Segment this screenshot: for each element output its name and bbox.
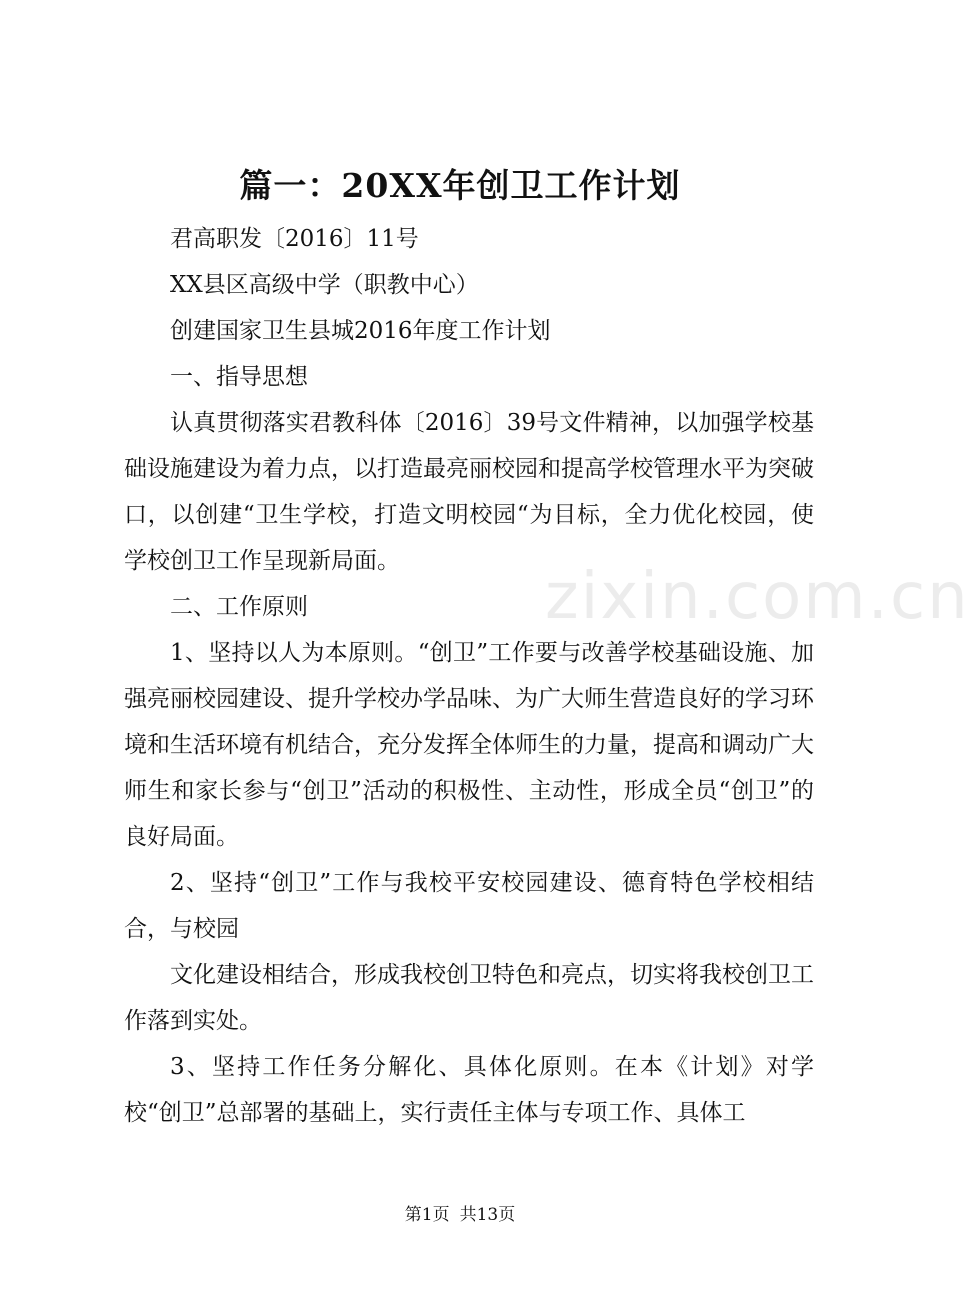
section-heading-principles: 二、工作原则 xyxy=(170,594,308,620)
paragraph-principle-3: 3、坚持工作任务分解化、具体化原则。在本《计划》对学校“创卫”总部署的基础上，实行责任主体与专项工作、具体工 xyxy=(124,1054,814,1126)
paragraph-principle-2-cont: 文化建设相结合，形成我校创卫特色和亮点，切实将我校创卫工作落到实处。 xyxy=(124,962,814,1034)
paragraph-principle-2: 2、坚持“创卫”工作与我校平安校园建设、德育特色学校相结合，与校园 xyxy=(124,870,814,942)
paragraph-school-name: XX县区高级中学（职教中心） xyxy=(170,272,479,298)
document-title: 篇一：20XX年创卫工作计划 xyxy=(239,166,681,205)
page-number: 第1页 xyxy=(404,1205,450,1225)
watermark: zixin.com.cn xyxy=(545,560,970,634)
paragraph-plan-name: 创建国家卫生县城2016年度工作计划 xyxy=(170,318,551,344)
section-heading-guiding-thought: 一、指导思想 xyxy=(170,364,308,390)
paragraph-doc-number: 君高职发〔2016〕11号 xyxy=(170,226,419,252)
paragraph-guiding-thought: 认真贯彻落实君教科体〔2016〕39号文件精神，以加强学校基础设施建设为着力点，以打造最亮丽校园和提高学校管理水平为突破口，以创建“卫生学校，打造文明校园“为目标，全力优化校园，使学校创卫工作呈现新局面。 xyxy=(124,410,814,574)
page-total: 共13页 xyxy=(459,1205,516,1225)
paragraph-principle-1: 1、坚持以人为本原则。“创卫”工作要与改善学校基础设施、加强亮丽校园建设、提升学校办学品味、为广大师生营造良好的学习环境和生活环境有机结合，充分发挥全体师生的力量，提高和调动广大师生和家长参与“创卫”活动的积极性、主动性，形成全员“创卫”的良好局面。 xyxy=(124,640,814,850)
document-body xyxy=(124,216,814,1136)
page-footer xyxy=(0,1200,920,1225)
